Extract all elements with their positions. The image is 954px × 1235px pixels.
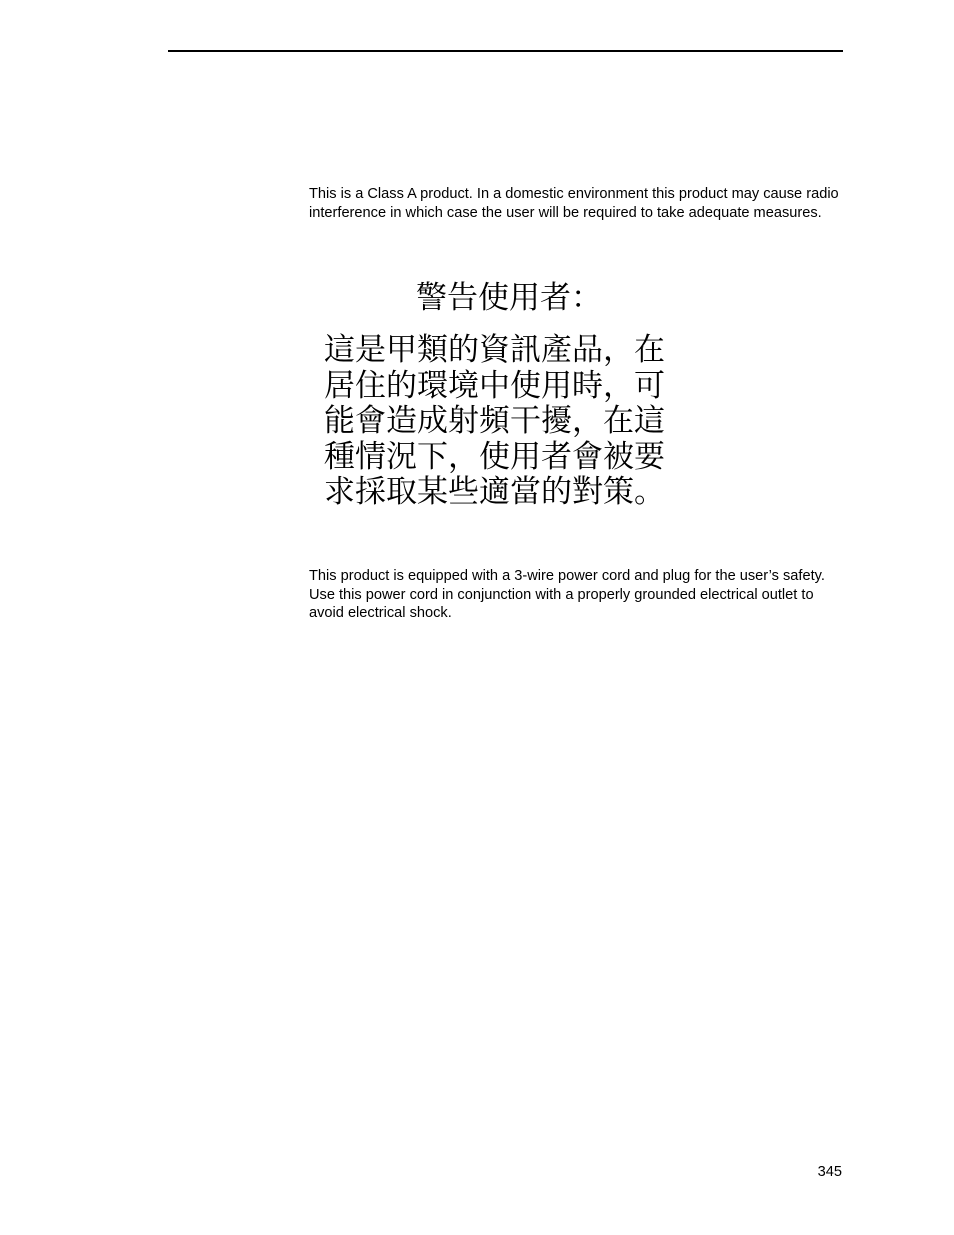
class-a-notice: This is a Class A product. In a domestic environment this product may cause radio interference in which case the user will be required to take adequate measures. — [309, 186, 839, 221]
taiwan-warning-body — [324, 333, 665, 511]
taiwan-warning-line: 這是甲類的資訊產品，在 — [324, 332, 665, 368]
power-cord-notice: This product is equipped with a 3-wire power cord and plug for the user’s safety. Use this power cord in conjunction with a properly grounded electrical outlet to avoid electrical shock. — [309, 568, 825, 622]
taiwan-warning-line: 能會造成射頻干擾，在這 — [324, 403, 665, 439]
taiwan-warning-line: 居住的環境中使用時，可 — [324, 367, 665, 404]
taiwan-warning-line: 求採取某些適當的對策。 — [324, 474, 665, 510]
taiwan-warning-title: 警告使用者： — [416, 280, 602, 316]
page-number: 345 — [817, 1164, 842, 1180]
taiwan-warning-line: 種情況下，使用者會被要 — [324, 438, 665, 475]
header-rule — [168, 50, 843, 52]
